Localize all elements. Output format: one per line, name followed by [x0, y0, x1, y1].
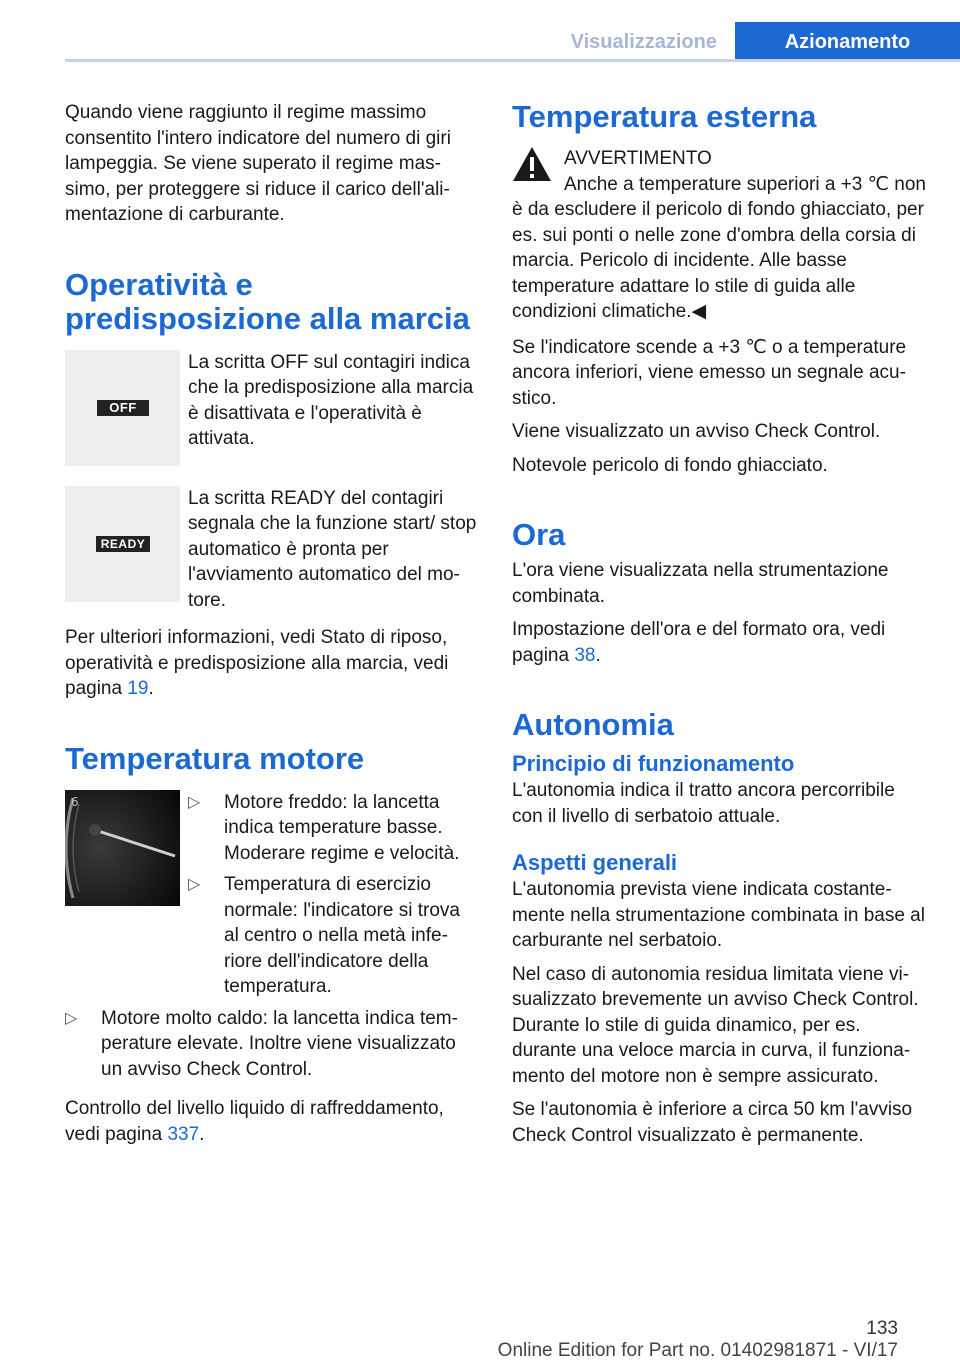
coolant-text: Controllo del livello liquido di raffreddamento, vedi pagina [65, 1098, 444, 1145]
paragraph-regime: Quando viene raggiunto il regime massimo consentito l'intero indicatore del numero di giri lampeggia. Se viene superato il regime massimo, per proteggere si riduce il carico dell'alimentazione di carburante. [65, 102, 451, 225]
paragraph-aspetti-1: L'autonomia prevista viene indicata costantemente nella strumentazione combinata in base al carburante nel serbatoio. [512, 879, 925, 951]
link-page-38[interactable]: 38 [574, 644, 596, 666]
warning-text: Anche a temperature superiori a +3 ℃ non è da escludere il pericolo di fondo ghiacciato, per es. sui ponti o nelle zone d'ombra della corsia di marcia. Pericolo di incidente. Alle basse temperature adattare lo stile di guida alle condizioni climatiche.◀ [512, 173, 926, 322]
ready-display-image [65, 486, 180, 602]
paragraph-aspetti-2: Nel caso di autonomia residua limitata viene visualizzato brevemente un avviso Check Control. Durante lo stile di guida dinamico, per es. durante una veloce marcia in curva, il funzionamento del motore non è sempre assicurato. [512, 963, 919, 1087]
header-rule [65, 59, 960, 62]
warning-title: AVVERTIMENTO [564, 148, 712, 169]
page-header [65, 22, 960, 62]
svg-text:6: 6 [71, 794, 79, 809]
section-tab-azionamento[interactable]: Azionamento [735, 22, 960, 62]
warning-box [512, 146, 926, 325]
paragraph-indicatore-3: Notevole pericolo di fondo ghiacciato. [512, 454, 828, 476]
paragraph-ora-2: Impostazione dell'ora e del formato ora, vedi pagina 38. [512, 619, 886, 666]
figure-row-off [65, 350, 477, 466]
off-description: La scritta OFF sul contagiri indica che la predisposizione alla marcia è disattivata e l'operatività è attivata. [188, 351, 474, 449]
heading-ora: Ora [512, 517, 566, 552]
heading-operativita: Operatività e predisposizione alla marcia [65, 266, 470, 336]
paragraph-info: Per ulteriori informazioni, vedi Stato di riposo, operatività e predisposizione alla marcia, vedi pagina 19. [65, 627, 449, 699]
heading-temperatura-motore: Temperatura motore [65, 740, 365, 776]
paragraph-indicatore-1: Se l'indicatore scende a +3 ℃ o a temperature ancora inferiori, viene emesso un segnale acustico. [512, 336, 907, 409]
bullet-temperatura-normale: ▷ Temperatura di esercizio normale: l'indicatore si trova al centro o nella metà inferiore dell'indicatore della temperatura. [188, 872, 477, 1000]
link-page-19[interactable]: 19 [127, 678, 149, 699]
ready-badge: READY [96, 536, 150, 552]
temp-bullets-short [188, 790, 477, 1000]
paragraph-principio: L'autonomia indica il tratto ancora percorribile con il livello di serbatoio attuale. [512, 780, 895, 827]
paragraph-aspetti-3: Se l'autonomia è inferiore a circa 50 km l'avviso Check Control visualizzato è permanente. [512, 1099, 913, 1146]
bullet-motore-caldo: ▷ Motore molto caldo: la lancetta indica temperature elevate. Inoltre viene visualizzato un avviso Check Control. [65, 1006, 477, 1083]
temperature-gauge-image [65, 790, 180, 906]
heading-aspetti: Aspetti generali [512, 850, 678, 875]
section-tab-visualizzazione[interactable]: Visualizzazione [570, 31, 717, 53]
right-column [512, 100, 926, 1156]
left-column [65, 100, 477, 1155]
ready-description: La scritta READY del contagiri segnala che la funzione start/ stop automatico è pronta per l'avviamento automatico del motore. [188, 487, 477, 611]
edition-note: Online Edition for Part no. 01402981871 - VI/17 [497, 1340, 898, 1361]
off-display-image [65, 350, 180, 466]
page-number: 133 [866, 1318, 898, 1339]
figure-row-ready [65, 486, 477, 614]
off-badge: OFF [97, 400, 149, 416]
ora-text: Impostazione dell'ora e del formato ora, vedi pagina [512, 619, 886, 666]
figure-row-temp [65, 790, 477, 1000]
gauge-icon [65, 790, 180, 906]
heading-autonomia: Autonomia [512, 707, 674, 742]
heading-temperatura-esterna: Temperatura esterna [512, 99, 817, 134]
paragraph-indicatore-2: Viene visualizzato un avviso Check Control. [512, 421, 881, 442]
warning-triangle-icon [512, 146, 552, 182]
heading-principio: Principio di funzionamento [512, 751, 795, 776]
paragraph-ora-1: L'ora viene visualizzata nella strumentazione combinata. [512, 560, 889, 607]
bullet-motore-freddo: ▷ Motore freddo: la lancetta indica temperature basse. Moderare regime e velocità. [188, 790, 477, 867]
link-page-337[interactable]: 337 [167, 1123, 200, 1145]
temp-bullets-full [65, 1006, 477, 1083]
info-text: Per ulteriori informazioni, vedi Stato di riposo, operatività e predisposizione alla marcia, vedi pagina [65, 627, 449, 699]
paragraph-coolant: Controllo del livello liquido di raffreddamento, vedi pagina 337. [65, 1098, 444, 1145]
